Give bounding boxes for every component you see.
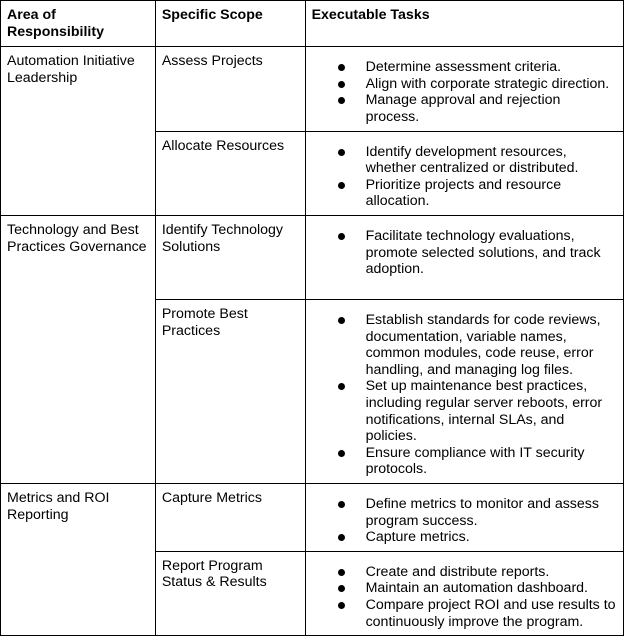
task-item: Ensure compliance with IT security protocols. [338,445,617,478]
task-list [312,144,617,210]
task-item: Prioritize projects and resource allocation. [338,177,617,210]
tasks-cell [305,131,623,215]
task-item: Define metrics to monitor and assess program success. [338,496,617,529]
task-item: Capture metrics. [338,529,617,546]
task-item: Facilitate technology evaluations, promote selected solutions, and track adoption. [338,228,617,278]
area-cell: Technology and Best Practices Governance [1,215,156,483]
task-item: Compare project ROI and use results to continuously improve the program. [338,597,617,630]
scope-cell: Identify Technology Solutions [155,215,305,299]
scope-cell: Assess Projects [155,47,305,131]
task-item: Identify development resources, whether centralized or distributed. [338,144,617,177]
scope-cell: Promote Best Practices [155,299,305,483]
task-item: Establish standards for code reviews, documentation, variable names, common modules, code reuse, error handling, and managing log files. [338,312,617,378]
area-cell: Automation Initiative Leadership [1,47,156,216]
tasks-cell [305,551,623,635]
scope-cell: Capture Metrics [155,483,305,551]
tasks-cell [305,215,623,299]
task-list [312,496,617,546]
task-list [312,59,617,125]
area-cell: Metrics and ROI Reporting [1,483,156,635]
task-item: Manage approval and rejection process. [338,92,617,125]
task-item: Set up maintenance best practices, including regular server reboots, error notifications, internal SLAs, and policies. [338,378,617,444]
header-scope: Specific Scope [155,1,305,47]
tasks-cell [305,299,623,483]
table-row [1,47,624,131]
header-tasks: Executable Tasks [305,1,623,47]
tasks-cell [305,47,623,131]
task-list [312,564,617,630]
task-item: Determine assessment criteria. [338,59,617,76]
scope-cell: Allocate Resources [155,131,305,215]
task-item: Maintain an automation dashboard. [338,580,617,597]
task-list [312,228,617,278]
table-row [1,215,624,299]
header-area: Area of Responsibility [1,1,156,47]
task-item: Create and distribute reports. [338,564,617,581]
tasks-cell [305,483,623,551]
task-list [312,312,617,478]
table-row [1,483,624,551]
header-row [1,1,624,47]
scope-cell: Report Program Status & Results [155,551,305,635]
task-item: Align with corporate strategic direction. [338,76,617,93]
